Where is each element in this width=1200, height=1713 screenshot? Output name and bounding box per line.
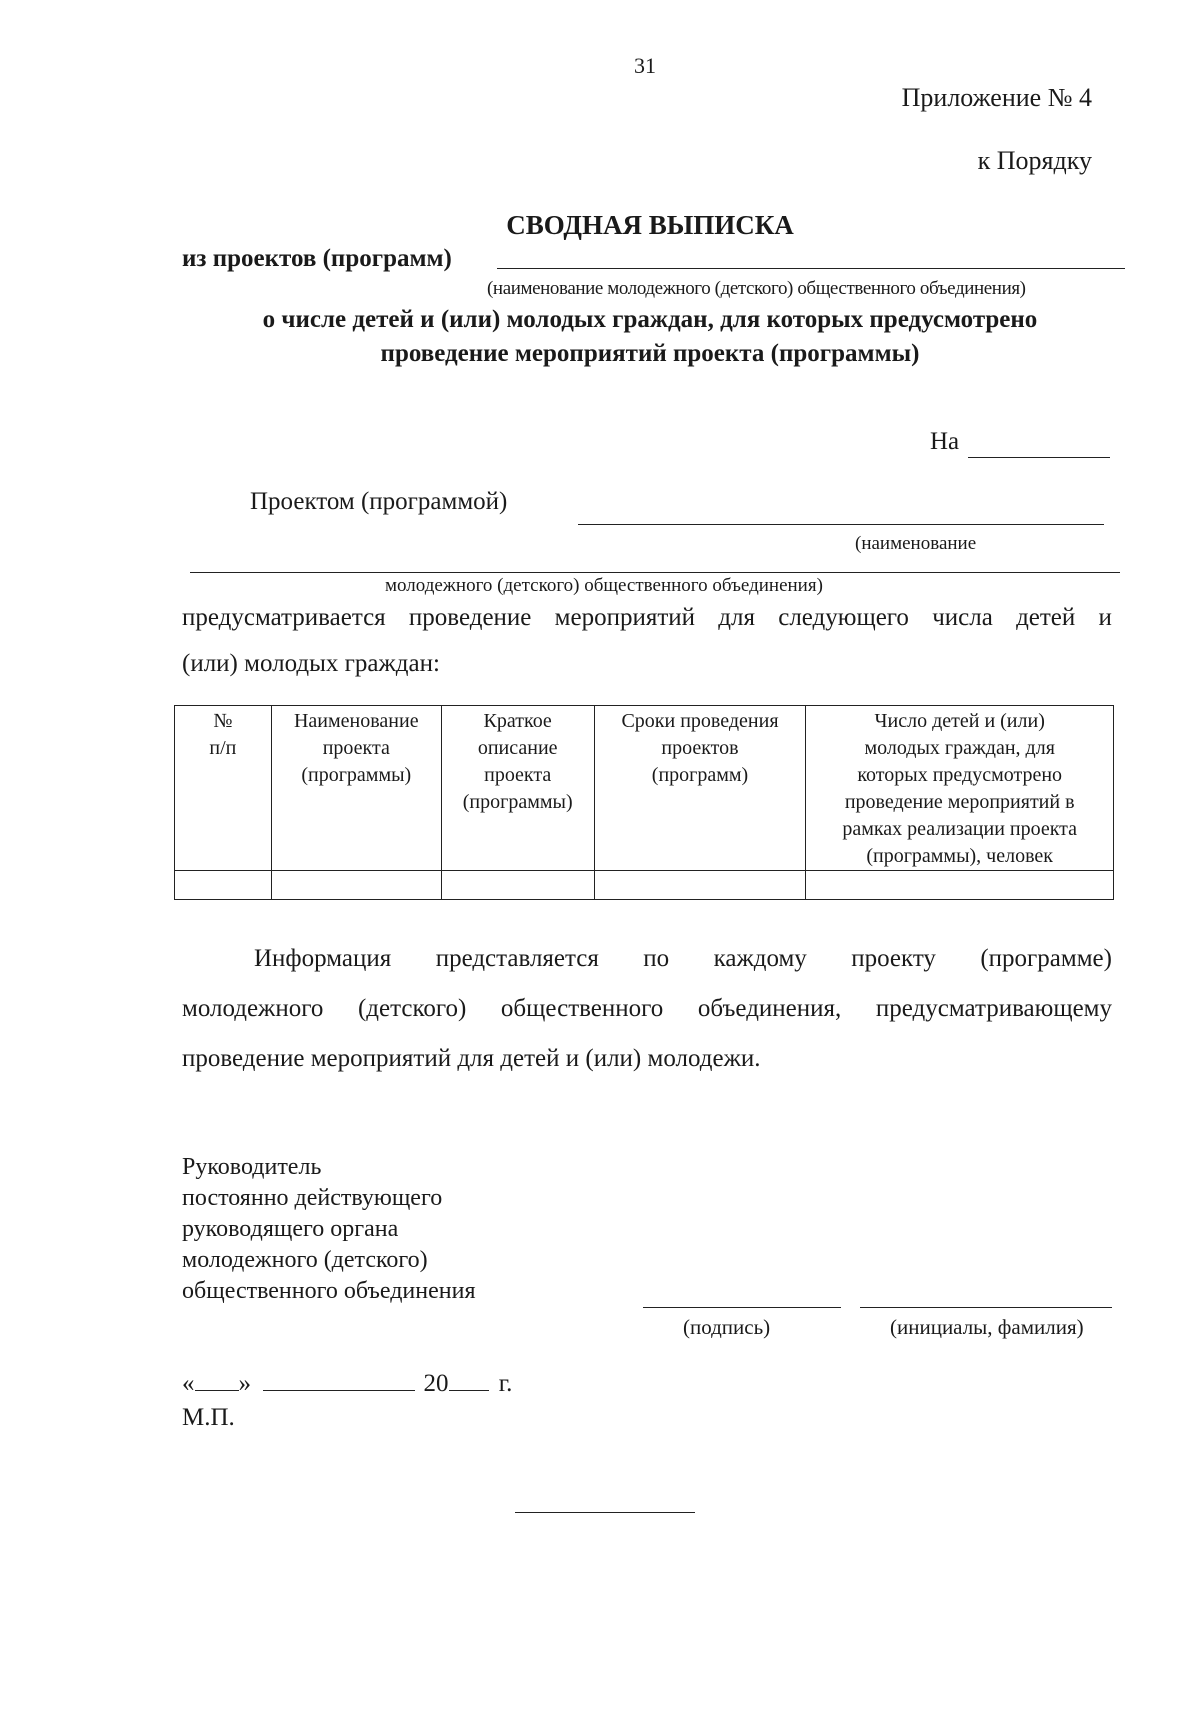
- month-blank: [263, 1390, 415, 1391]
- table-cell: [441, 871, 594, 900]
- year-prefix: 20: [423, 1370, 449, 1397]
- page-number: 31: [634, 53, 656, 78]
- info-line-2: [182, 995, 1112, 1045]
- header-text: (программы): [462, 791, 573, 813]
- signature-blank-line: [643, 1307, 841, 1308]
- word: мероприятий: [554, 604, 696, 631]
- name-note: (наименование: [855, 533, 977, 554]
- info-text: проведение мероприятий для детей и (или) молодежи.: [182, 1045, 761, 1072]
- word: каждому: [713, 945, 807, 972]
- subtitle-line-2: проведение мероприятий проекта (программы): [380, 340, 920, 367]
- to-order-label: к Порядку: [977, 146, 1092, 175]
- header-text: п/п: [209, 737, 237, 759]
- signatory-line: Руководитель: [182, 1154, 322, 1180]
- header-text: рамках реализации проекта: [842, 818, 1078, 840]
- header-text: которых предусмотрено: [857, 764, 1063, 786]
- header-text: Число детей и (или): [874, 710, 1045, 732]
- project-label: Проектом (программой): [250, 488, 508, 515]
- year-blank: [449, 1390, 489, 1391]
- project-name-blank-line: [578, 524, 1104, 525]
- summary-table: [174, 705, 1114, 900]
- document-title: СВОДНАЯ ВЫПИСКА: [506, 210, 794, 240]
- on-date-label: На: [930, 428, 960, 455]
- appendix-label: Приложение № 4: [901, 83, 1092, 112]
- info-line-3: [182, 1045, 1112, 1095]
- word: молодежного: [182, 995, 324, 1022]
- org-note: молодежного (детского) общественного объединения): [385, 575, 823, 596]
- word: (детского): [357, 995, 467, 1022]
- word: представляется: [435, 945, 599, 972]
- bottom-separator-line: [515, 1512, 695, 1513]
- signatory-line: общественного объединения: [182, 1278, 476, 1304]
- header-text: проекта: [484, 764, 552, 786]
- close-quote: »: [238, 1370, 251, 1397]
- header-short-description: [441, 706, 594, 871]
- word: предусматривается: [182, 604, 386, 631]
- word: числа: [932, 604, 993, 631]
- header-text: молодых граждан, для: [864, 737, 1055, 759]
- table-cell: [271, 871, 441, 900]
- header-text: Краткое: [483, 710, 552, 732]
- word: проекту: [851, 945, 936, 972]
- org-full-blank-line: [190, 572, 1120, 573]
- word: общественного: [500, 995, 664, 1022]
- signatory-line: постоянно действующего: [182, 1185, 443, 1211]
- word: и: [1098, 604, 1112, 631]
- seal-placeholder: М.П.: [182, 1404, 235, 1431]
- provides-sentence-line-2: (или) молодых граждан:: [182, 650, 440, 677]
- header-text: (программы): [301, 764, 412, 786]
- provides-sentence-line-1: [182, 604, 1112, 632]
- day-blank: [195, 1390, 239, 1391]
- word: проведение: [408, 604, 532, 631]
- header-text: (программ): [651, 764, 749, 786]
- word: объединения,: [697, 995, 842, 1022]
- word: следующего: [778, 604, 909, 631]
- table-cell: [175, 871, 272, 900]
- initials-blank-line: [860, 1307, 1112, 1308]
- from-projects-label: из проектов (программ): [182, 245, 452, 272]
- on-date-blank-line: [968, 457, 1110, 458]
- table-cell: [594, 871, 806, 900]
- word: Информация: [254, 945, 392, 972]
- word: предусматривающему: [875, 995, 1112, 1022]
- header-text: проектов: [661, 737, 739, 759]
- header-text: (программы), человек: [866, 845, 1054, 867]
- table-header-row: [175, 706, 1114, 871]
- table-cell: [806, 871, 1114, 900]
- signatory-line: руководящего органа: [182, 1216, 399, 1242]
- header-text: Сроки проведения: [621, 710, 779, 732]
- date-line: [182, 1370, 512, 1398]
- org-name-note: (наименование молодежного (детского) общественного объединения): [487, 278, 1026, 299]
- word: детей: [1016, 604, 1076, 631]
- header-text: описание: [477, 737, 558, 759]
- info-line-1: [182, 945, 1112, 995]
- header-dates: [594, 706, 806, 871]
- subtitle-line-1: о числе детей и (или) молодых граждан, для которых предусмотрено: [262, 306, 1038, 333]
- signature-note: (подпись): [683, 1315, 771, 1339]
- signatory-line: молодежного (детского): [182, 1247, 428, 1273]
- table-row: [175, 871, 1114, 900]
- header-participant-count: [806, 706, 1114, 871]
- signatory-title: [182, 1152, 476, 1307]
- org-name-blank-line: [497, 268, 1125, 269]
- open-quote: «: [182, 1370, 195, 1397]
- word: (программе): [980, 945, 1112, 972]
- word: для: [718, 604, 755, 631]
- header-text: Наименование: [293, 710, 419, 732]
- header-text: №: [213, 710, 233, 732]
- header-text: проведение мероприятий в: [844, 791, 1075, 813]
- header-text: проекта: [322, 737, 390, 759]
- info-paragraph: [182, 945, 1112, 1095]
- header-project-name: [271, 706, 441, 871]
- header-number: [175, 706, 272, 871]
- initials-note: (инициалы, фамилия): [890, 1315, 1084, 1339]
- year-suffix: г.: [498, 1370, 513, 1397]
- word: по: [643, 945, 670, 972]
